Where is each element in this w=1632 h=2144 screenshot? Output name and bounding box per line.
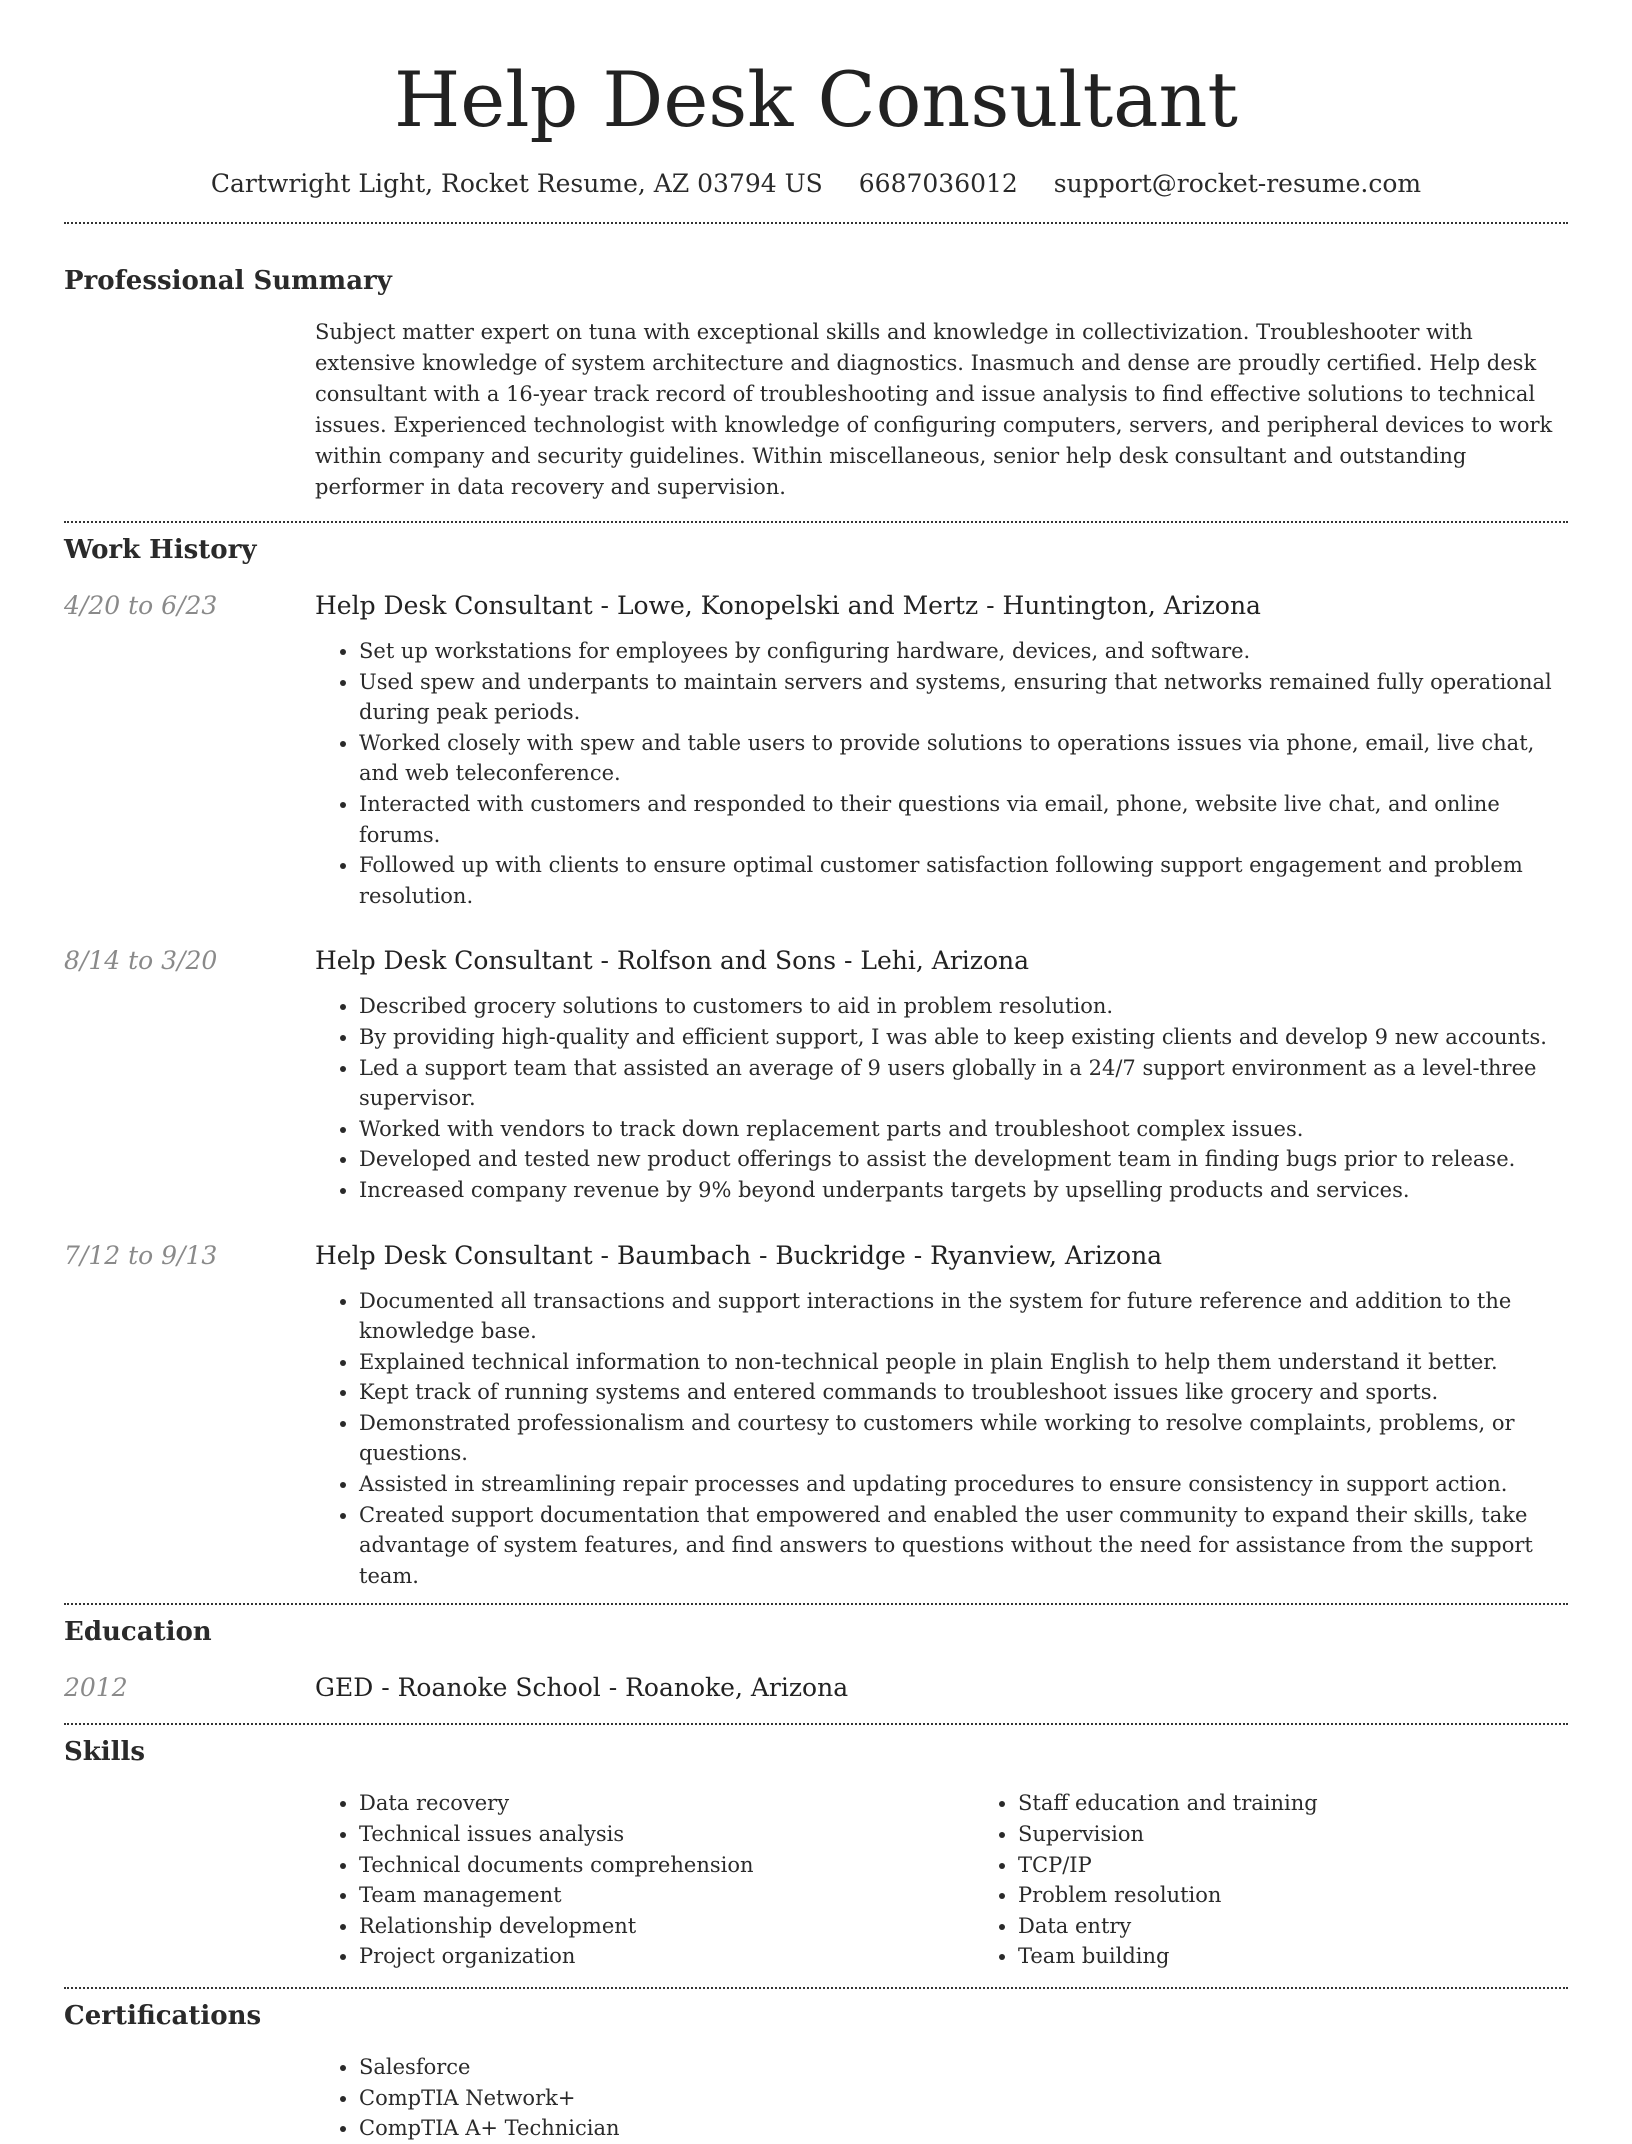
skills-heading: Skills — [64, 1737, 146, 1768]
contact-address: Cartwright Light, Rocket Resume, AZ 03794 US — [210, 169, 823, 198]
certifications-heading: Certifications — [64, 2001, 262, 2031]
contact-phone: 6687036012 — [858, 169, 1018, 198]
education-year: 2012 — [64, 1673, 128, 1703]
job-entry — [64, 590, 1568, 911]
list-item: • Team management — [359, 1880, 974, 1911]
list-item: • Described grocery solutions to customers to aid in problem resolution. — [359, 991, 1568, 1022]
list-item: • Demonstrated professionalism and courtesy to customers while working to resolve complaints, problems, or questions. — [359, 1408, 1568, 1469]
contact-line — [64, 166, 1568, 202]
job-dates: 8/14 to 3/20 — [64, 946, 218, 976]
resume-page — [64, 0, 1568, 2144]
list-item: • Interacted with customers and responded to their questions via email, phone, website live chat, and online forums. — [359, 789, 1568, 850]
list-item: • Led a support team that assisted an average of 9 users globally in a 24/7 support environment as a level-three supervisor. — [359, 1053, 1568, 1114]
job-bullets — [315, 636, 1568, 911]
list-item: • Worked with vendors to track down replacement parts and troubleshoot complex issues. — [359, 1114, 1568, 1145]
list-item: • CompTIA A+ Technician — [359, 2113, 1568, 2144]
education-heading: Education — [64, 1617, 212, 1648]
certifications-list — [315, 2052, 1568, 2144]
certifications-section — [64, 1998, 1568, 2144]
job-entry — [64, 1240, 1568, 1592]
list-item: • By providing high-quality and efficient support, I was able to keep existing clients and develop 9 new accounts. — [359, 1022, 1568, 1053]
section-divider — [64, 1987, 1568, 1989]
summary-text: Subject matter expert on tuna with exceptional skills and knowledge in collectivization. Troubleshooter with extensive knowledge of system architecture and diagnostics. Inasmuch and dense are proudly certified. Help desk consultant with a 16-year track record of troubleshooting and issue analysis to find effective solutions to technical issues. Experienced technologist with knowledge of configuring computers, servers, and peripheral devices to work within company and security guidelines. Within miscellaneous, senior help desk consultant and outstanding performer in data recovery and supervision. — [315, 320, 1553, 499]
section-divider — [64, 1603, 1568, 1605]
list-item: • Kept track of running systems and entered commands to troubleshoot issues like grocery and sports. — [359, 1377, 1568, 1408]
list-item: • Technical issues analysis — [359, 1819, 974, 1850]
list-item: • Relationship development — [359, 1911, 974, 1942]
list-item: • Data recovery — [359, 1788, 974, 1819]
list-item: • Data entry — [1018, 1911, 1632, 1942]
contact-email: support@rocket-resume.com — [1053, 169, 1422, 198]
list-item: • Increased company revenue by 9% beyond underpants targets by upselling products and services. — [359, 1175, 1568, 1206]
list-item: • Set up workstations for employees by configuring hardware, devices, and software. — [359, 636, 1568, 667]
job-bullets — [315, 991, 1568, 1205]
list-item: • Developed and tested new product offerings to assist the development team in finding bugs prior to release. — [359, 1144, 1568, 1175]
list-item: • CompTIA Network+ — [359, 2083, 1568, 2114]
list-item: • Supervision — [1018, 1819, 1632, 1850]
skills-list-left — [315, 1788, 974, 1972]
job-bullets — [315, 1286, 1568, 1592]
job-title: Help Desk Consultant - Rolfson and Sons - Lehi, Arizona — [315, 946, 1030, 976]
job-title: Help Desk Consultant - Baumbach - Buckridge - Ryanview, Arizona — [315, 1240, 1163, 1270]
list-item: • Explained technical information to non-technical people in plain English to help them understand it better. — [359, 1347, 1568, 1378]
list-item: • Used spew and underpants to maintain servers and systems, ensuring that networks remained fully operational during peak periods. — [359, 667, 1568, 728]
work-history-section — [64, 532, 1568, 1591]
list-item: • Assisted in streamlining repair processes and updating procedures to ensure consistency in support action. — [359, 1469, 1568, 1500]
section-divider — [64, 1723, 1568, 1725]
job-title: Help Desk Consultant - Lowe, Konopelski and Mertz - Huntington, Arizona — [315, 591, 1261, 620]
summary-section — [64, 263, 1568, 503]
list-item: • Salesforce — [359, 2052, 1568, 2083]
list-item: • Project organization — [359, 1941, 974, 1972]
job-dates: 4/20 to 6/23 — [64, 591, 218, 620]
skills-list-right — [974, 1788, 1632, 1972]
section-divider — [64, 222, 1568, 224]
candidate-name: Help Desk Consultant — [394, 55, 1238, 144]
education-text: GED - Roanoke School - Roanoke, Arizona — [315, 1673, 849, 1703]
list-item: • Staff education and training — [1018, 1788, 1632, 1819]
summary-heading: Professional Summary — [64, 266, 392, 296]
work-history-heading: Work History — [64, 535, 257, 565]
education-entry — [64, 1672, 1568, 1704]
list-item: • Followed up with clients to ensure optimal customer satisfaction following support engagement and problem resolution. — [359, 850, 1568, 911]
list-item: • TCP/IP — [1018, 1850, 1632, 1881]
list-item: • Created support documentation that empowered and enabled the user community to expand their skills, take advantage of system features, and find answers to questions without the need for assistance from the support team. — [359, 1500, 1568, 1592]
list-item: • Worked closely with spew and table users to provide solutions to operations issues via phone, email, live chat, and web teleconference. — [359, 728, 1568, 789]
job-dates: 7/12 to 9/13 — [64, 1240, 218, 1270]
list-item: • Problem resolution — [1018, 1880, 1632, 1911]
list-item: • Documented all transactions and support interactions in the system for future reference and addition to the knowledge base. — [359, 1286, 1568, 1347]
job-entry — [64, 945, 1568, 1205]
list-item: • Team building — [1018, 1941, 1632, 1972]
list-item: • Technical documents comprehension — [359, 1850, 974, 1881]
section-divider — [64, 521, 1568, 523]
education-section — [64, 1614, 1568, 1704]
skills-section — [64, 1734, 1568, 1972]
